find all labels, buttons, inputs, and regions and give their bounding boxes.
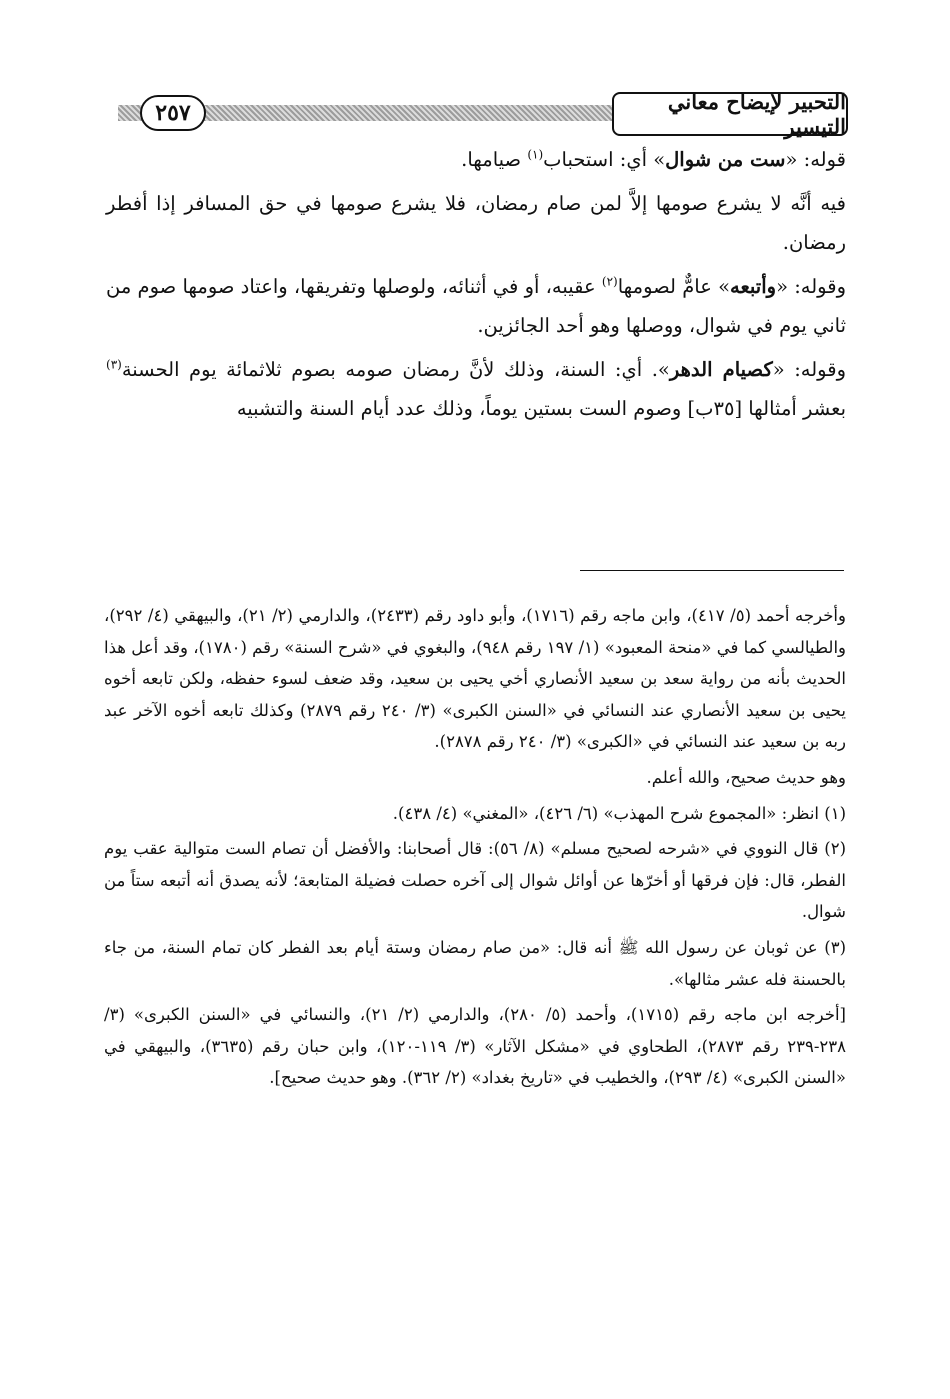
book-title: التحبير لإيضاح معاني التيسير [612, 92, 848, 136]
footnotes [104, 600, 846, 1098]
paragraph-3: وقوله: «وأتبعه» عامٌّ لصومها$^{(٢)}$ عقيبه، أو في أثنائه، ولوصلها وتفريقها، واعتاد صومها صوم من ثاني يوم في شوال، ووصلها وهو أحد الجائزين. [106, 274, 846, 337]
footnote-ref-1[interactable]: (١) [527, 147, 544, 162]
header-ornament-band [198, 105, 616, 121]
page-number: ٢٥٧ [140, 95, 206, 131]
footnote-continued: وأخرجه أحمد (٥/ ٤١٧)، وابن ماجه رقم (١٧١٦)، وأبو داود رقم (٢٤٣٣)، والدارمي (٢/ ٢١)، والبيهقي (٤/ ٢٩٢)، والطيالسي كما في «منحة المعبود» (١/ ١٩٧ رقم ٩٤٨)، والبغوي في «شرح السنة» رقم (١٧٨٠)، وقد أعل هذا الحديث بأنه من رواية سعد بن سعيد الأنصاري أخي يحيى بن سعيد، وقد ضعف لسوء حفظه، ولكن تابعه أخوه يحيى بن سعيد الأنصاري عند النسائي في «السنن الكبرى» (٣/ ٢٤٠ رقم ٢٨٧٩) وكذلك تابعه أخوه الآخر عبد ربه بن سعيد عند النسائي في «الكبرى» (٣/ ٢٤٠ رقم ٢٨٧٨). [104, 606, 847, 752]
footnote-ref-3[interactable]: (٣) [106, 357, 122, 372]
main-text [106, 140, 846, 433]
quoted-phrase: كصيام الدهر [669, 358, 773, 381]
quoted-phrase: وأتبعه [730, 275, 777, 298]
footnote-3: (٣) عن ثوبان عن رسول الله ﷺ أنه قال: «من صام رمضان وستة أيام بعد الفطر كان تمام السنة، من جاء بالحسنة فله عشر مثالها». [104, 937, 846, 989]
footnote-ref-2[interactable]: (٢) [601, 274, 618, 289]
footnote-continued-verdict: وهو حديث صحيح، والله أعلم. [646, 767, 846, 787]
footnote-1: (١) انظر: «المجموع شرح المهذب» (٦/ ٤٢٦)، «المغني» (٤/ ٤٣٨). [392, 803, 846, 823]
footnote-separator [580, 570, 844, 571]
running-header [118, 89, 848, 139]
paragraph-4: وقوله: «كصيام الدهر». أي: السنة، وذلك لأنَّ رمضان صومه بصوم ثلاثمائة يوم الحسنة$^{(٣)}$ بعشر أمثالها [٣٥ب] وصوم الست بستين يوماً، وذلك عدد أيام السنة والتشبيه [106, 357, 846, 420]
header-ornament-left [118, 105, 142, 121]
paragraph-2: فيه أنَّه لا يشرع صومها إلاَّ لمن صام رمضان، فلا يشرع صومها في حق المسافر إذا أفطر رمضان. [106, 192, 846, 254]
footnote-2: (٢) قال النووي في «شرحه لصحيح مسلم» (٨/ ٥٦): قال أصحابنا: والأفضل أن تصام الست متوالية عقب يوم الفطر، قال: فإن فرقها أو أخرّها عن أوائل شوال إلى آخره حصلت فضيلة المتابعة؛ لأنه يصدق أنه أتبعه ستاً من شوال. [104, 839, 846, 922]
paragraph-1: قوله: «ست من شوال» أي: استحباب$^{(١)}$ صيامها. [461, 147, 846, 171]
footnote-3-sources: [أخرجه ابن ماجه رقم (١٧١٥)، وأحمد (٥/ ٢٨٠)، والدارمي (٢/ ٢١)، والنسائي في «السنن الكبرى» (٣/ ٢٣٨-٢٣٩ رقم ٢٨٧٣)، الطحاوي في «مشكل الآثار» (٣/ ١١٩-١٢٠)، وابن حبان رقم (٣٦٣٥)، والبيهقي في «السنن الكبرى» (٤/ ٢٩٣)، والخطيب في «تاريخ بغداد» (٢/ ٣٦٢). وهو حديث صحيح]. [104, 1005, 847, 1088]
quoted-phrase: ست من شوال [665, 148, 786, 171]
